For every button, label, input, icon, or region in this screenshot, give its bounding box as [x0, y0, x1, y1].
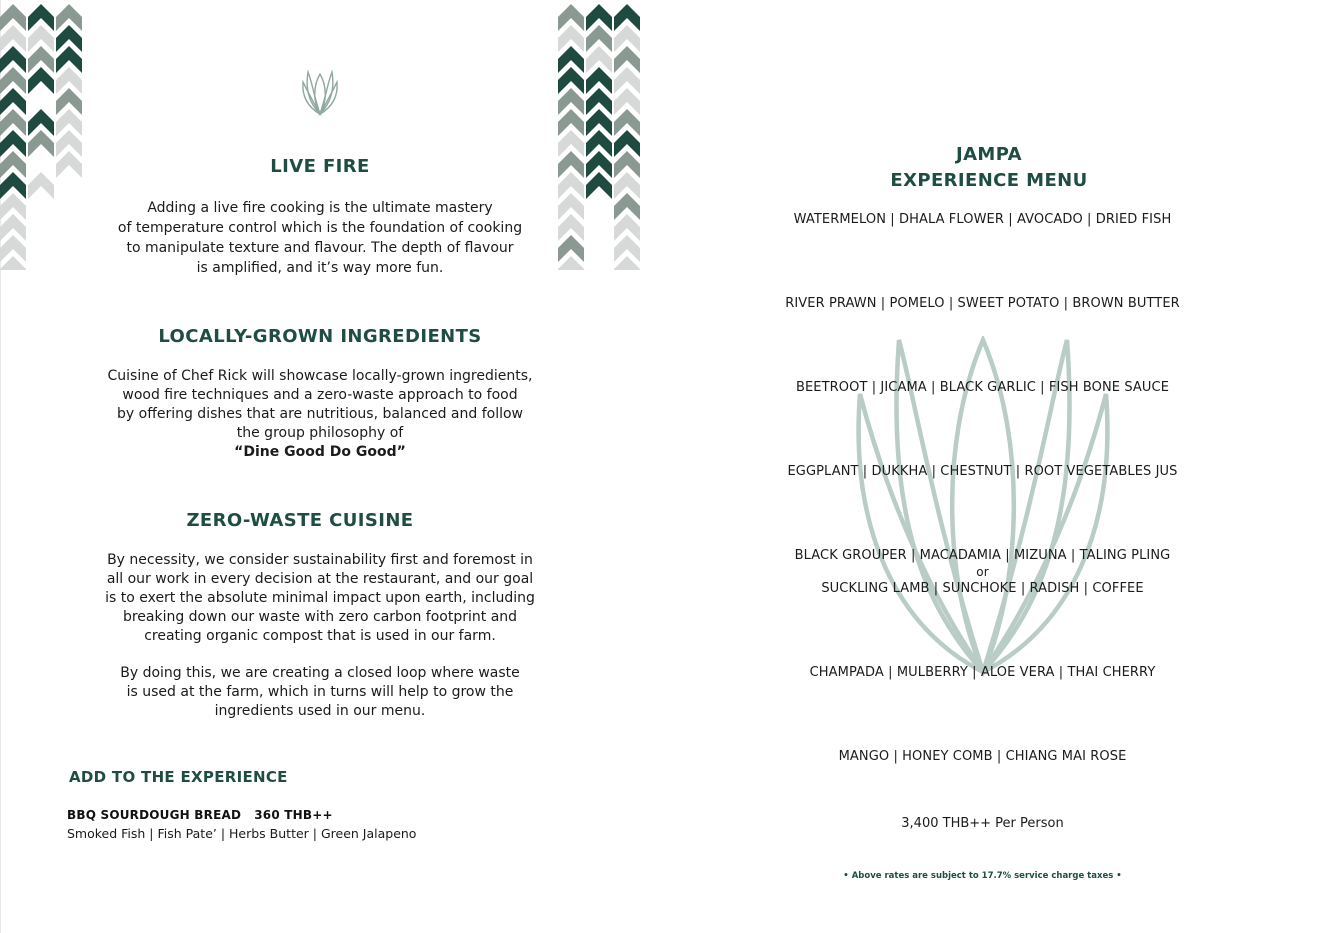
text-line: creating organic compost that is used in our farm.	[144, 628, 496, 644]
course-7: MANGO | HONEY COMB | CHIANG MAI ROSE	[838, 749, 1127, 764]
ikat-chevron	[28, 130, 54, 157]
menu-title-line1: JAMPA	[955, 144, 1022, 165]
leaf-logo-icon	[300, 68, 340, 116]
menu-title-line2: EXPERIENCE MENU	[890, 170, 1088, 191]
course-3: BEETROOT | JICAMA | BLACK GARLIC | FISH BONE SAUCE	[795, 380, 1170, 395]
addon-item-description: Smoked Fish | Fish Pate’ | Herbs Butter | Green Jalapeno	[67, 826, 417, 841]
zero-waste-text-2	[40, 664, 600, 721]
text-line: wood fire techniques and a zero-waste approach to food	[122, 387, 518, 403]
text-line: ingredients used in our menu.	[214, 703, 426, 719]
ikat-chevron	[56, 151, 82, 178]
text-line: is amplified, and it’s way more fun.	[196, 260, 444, 276]
addon-item	[67, 808, 333, 822]
philosophy-quote: “Dine Good Do Good”	[234, 444, 406, 460]
course-1: WATERMELON | DHALA FLOWER | AVOCADO | DRIED FISH	[793, 212, 1172, 227]
ikat-chevron	[28, 67, 54, 94]
text-line: is used at the farm, which in turns will help to grow the	[126, 684, 514, 700]
text-line: the group philosophy of	[236, 425, 404, 441]
text-line: breaking down our waste with zero carbon footprint and	[122, 609, 518, 625]
course-5-or: or	[976, 565, 989, 579]
ikat-chevron	[614, 256, 640, 270]
ikat-chevron	[0, 256, 26, 270]
text-line: is to exert the absolute minimal impact upon earth, including	[105, 590, 535, 606]
menu-title	[830, 142, 1148, 194]
course-6: CHAMPADA | MULBERRY | ALOE VERA | THAI CHERRY	[809, 665, 1156, 680]
course-2: RIVER PRAWN | POMELO | SWEET POTATO | BROWN BUTTER	[785, 296, 1180, 311]
menu-price: 3,400 THB++ Per Person	[901, 816, 1064, 831]
zero-waste-text	[40, 551, 600, 646]
text-line: all our work in every decision at the restaurant, and our goal	[106, 571, 534, 587]
left-page	[0, 0, 640, 933]
text-line: By doing this, we are creating a closed loop where waste	[120, 665, 520, 681]
zero-waste-title: ZERO-WASTE CUISINE	[186, 510, 414, 531]
addon-item-price: 360 THB++	[254, 808, 333, 822]
service-charge-note: • Above rates are subject to 17.7% service charge taxes •	[843, 871, 1122, 881]
addon-item-name: BBQ SOURDOUGH BREAD	[67, 808, 242, 822]
live-fire-text	[60, 198, 580, 278]
course-5a: BLACK GROUPER | MACADAMIA | MIZUNA | TALING PLING	[794, 548, 1171, 563]
ikat-chevron	[586, 172, 612, 199]
text-line: to manipulate texture and flavour. The depth of flavour	[126, 240, 514, 256]
text-line: of temperature control which is the foundation of cooking	[117, 220, 523, 236]
locally-grown-title: LOCALLY-GROWN INGREDIENTS	[158, 326, 482, 347]
text-line: Adding a live fire cooking is the ultimate mastery	[147, 200, 493, 216]
text-line: By necessity, we consider sustainability first and foremost in	[107, 552, 533, 568]
course-5b: SUCKLING LAMB | SUNCHOKE | RADISH | COFFEE	[821, 581, 1144, 596]
course-4: EGGPLANT | DUKKHA | CHESTNUT | ROOT VEGETABLES JUS	[787, 464, 1178, 479]
ikat-chevron	[28, 172, 54, 199]
live-fire-title: LIVE FIRE	[270, 156, 370, 177]
locally-grown-text	[40, 367, 600, 462]
text-line: Cuisine of Chef Rick will showcase locally-grown ingredients,	[107, 368, 533, 384]
right-page	[640, 0, 1319, 933]
text-line: by offering dishes that are nutritious, balanced and follow	[117, 406, 523, 422]
add-experience-title: ADD TO THE EXPERIENCE	[69, 768, 288, 786]
